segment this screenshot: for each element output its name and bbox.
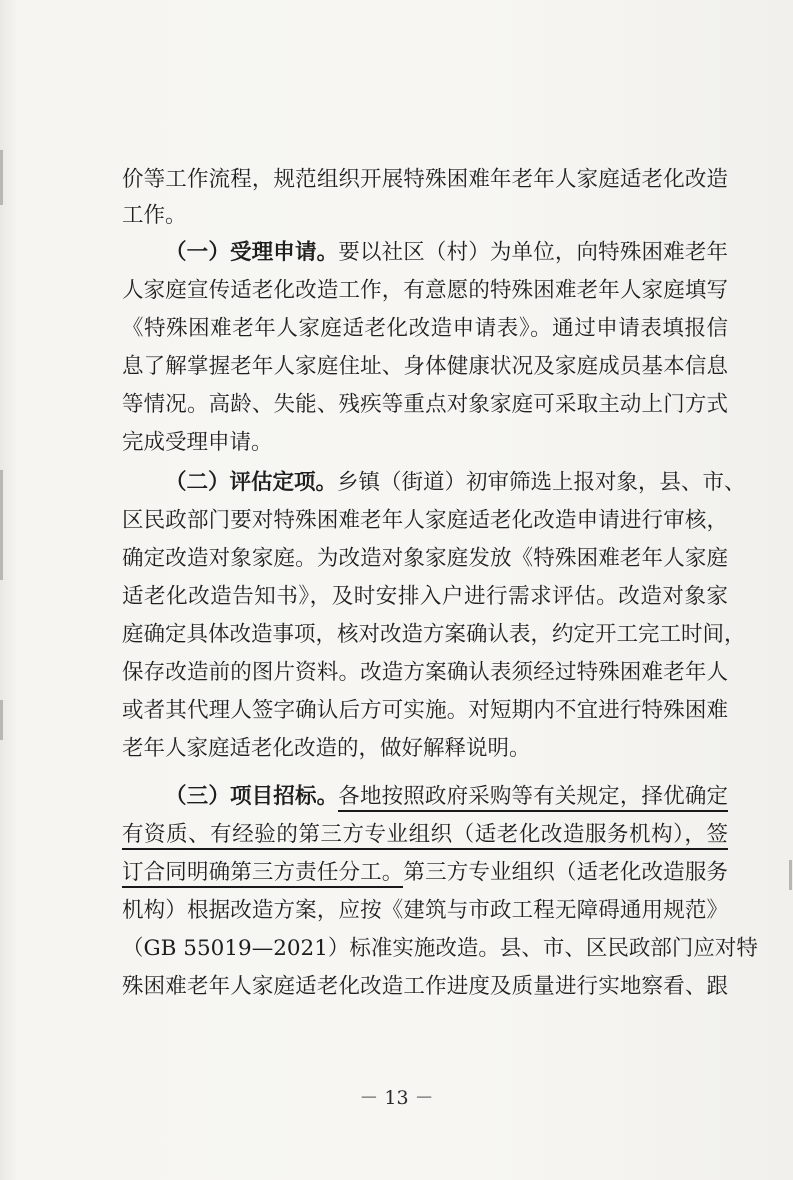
section-1-text: 要以社区（村）为单位，向特殊困难老年 [338,240,728,265]
text-line: 适老化改造告知书》，及时安排入户进行需求评估。改造对象家 [122,584,728,609]
scan-edge-mark [789,860,792,890]
text-line: 庭确定具体改造事项，核对改造方案确认表，约定开工完工时间， [122,622,746,647]
text-line: 人家庭宣传适老化改造工作，有意愿的特殊困难老年人家庭填写 [122,278,728,303]
text-line: 机构）根据改造方案，应按《建筑与市政工程无障碍通用规范》 [122,898,728,923]
scan-edge-mark [0,150,3,205]
section-3-text: 第三方专业组织（适老化改造服务 [403,860,728,885]
underlined-text: 订合同明确第三方责任分工。 [122,860,403,888]
text-line: （GB 55019—2021）标准实施改造。县、市、区民政部门应对特 [122,936,758,961]
text-line: 息了解掌握老年人家庭住址、身体健康状况及家庭成员基本信息 [122,354,728,379]
underlined-text: 各地按照政府采购等有关规定，择优确定 [338,784,728,812]
text-line: 或者其代理人签字确认后方可实施。对短期内不宜进行特殊困难 [122,698,728,723]
underlined-text: 有资质、有经验的第三方专业组织（适老化改造服务机构）， [122,822,706,850]
section-2-text: 乡镇（街道）初审筛选上报对象，县、市、 [337,470,746,495]
text-line: 完成受理申请。 [122,430,273,455]
text-line: 殊困难老年人家庭适老化改造工作进度及质量进行实地察看、跟 [122,974,728,999]
text-line: 确定改造对象家庭。为改造对象家庭发放《特殊困难老年人家庭 [122,546,728,571]
text-line: 区民政部门要对特殊困难老年人家庭适老化改造申请进行审核， [122,508,728,533]
page-number: － 13 － [359,1087,434,1109]
text-line: 工作。 [122,203,187,228]
text-line: 老年人家庭适老化改造的，做好解释说明。 [122,736,531,761]
section-2-heading: （二）评估定项。 [165,470,338,495]
text-line: 保存改造前的图片资料。改造方案确认表须经过特殊困难老年人 [122,660,728,685]
section-3-heading: （三）项目招标。 [165,784,339,809]
text-line: 价等工作流程，规范组织开展特殊困难年老年人家庭适老化改造 [122,167,728,192]
section-3-third-line [122,858,728,888]
section-3-second-line [122,820,728,850]
scan-edge-mark [0,470,3,580]
section-1-heading: （一）受理申请。 [165,240,339,265]
text-line: 等情况。高龄、失能、残疾等重点对象家庭可采取主动上门方式 [122,392,728,417]
section-1-first-line [165,238,728,268]
section-3-first-line [165,782,728,812]
text-line: 《特殊困难老年人家庭适老化改造申请表》。通过申请表填报信 [122,316,728,341]
scan-edge-mark [0,700,3,740]
underlined-text: 签 [706,822,728,850]
section-2-first-line [165,468,746,498]
